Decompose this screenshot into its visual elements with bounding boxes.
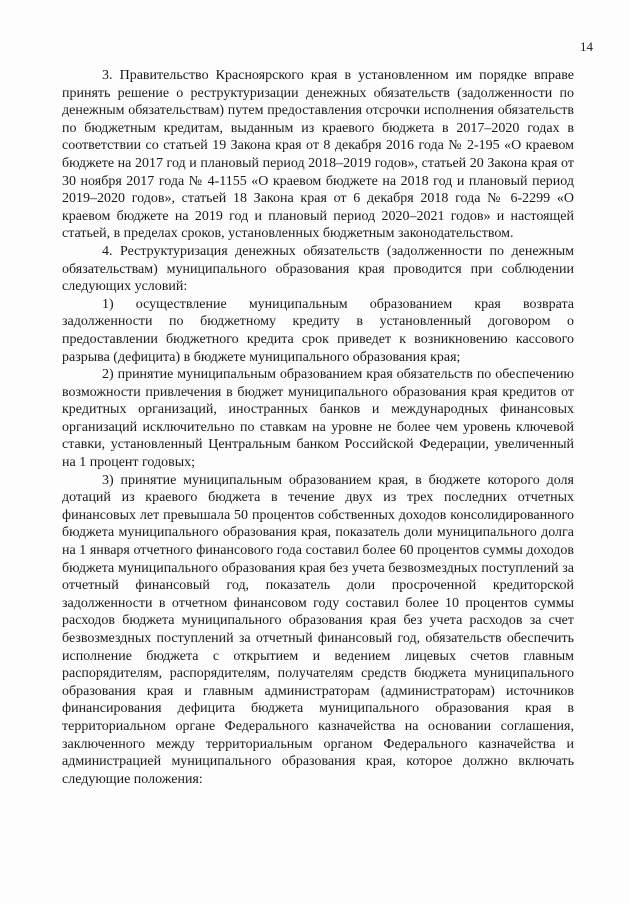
condition-1-cash-gap: 1) осуществление муниципальным образованием края возврата задолженности по бюджетному кредиту в установленный договором о предоставлении бюджетного кредита срок приведет к возникновению кассового разрыва (дефицита) в бюджете муниципального образования края; <box>62 296 574 365</box>
condition-2-credit-rate: 2) принятие муниципальным образованием края обязательств по обеспечению возможности привлечения в бюджет муниципального образования края кредитов от кредитных организаций, иностранных банков и международных финансовых организаций исключительно по ставкам на уровне не более чем уровень ключевой ставки, установленный Центральным банком Российской Федерации, увеличенный на 1 процент годовых; <box>62 367 574 471</box>
condition-3-budget-execution: 3) принятие муниципальным образованием края, в бюджете которого доля дотаций из краевого бюджета в течение двух из трех последних отчетных финансовых лет превышала 50 процентов собственных доходов консолидированного бюджета муниципального образования края, показатель доли муниципального долга на 1 января отчетного финансового года составил более 60 процентов суммы доходов бюджета муниципального образования края без учета безвозмездных поступлений за отчетный финансовый год, показатель доли просроченной кредиторской задолженности в отчетном финансовом году составил более 10 процентов суммы расходов бюджета муниципального образования края без учета расходов за счет безвозмездных поступлений за отчетный финансовый год, обязательств обеспечить исполнение бюджета с открытием и ведением лицевых счетов главным распорядителям, распорядителям, получателям средств бюджета муниципального образования края и главным администраторам (администраторам) источников финансирования дефицита бюджета муниципального образования края в территориальном органе Федерального казначейства на основании соглашения, заключенного между территориальным органом Федерального казначейства и администрацией муниципального образования края, которое должно включать следующие положения: <box>62 472 574 787</box>
paragraph-4-restructuring-conditions: 4. Реструктуризация денежных обязательств (задолженности по денежным обязательствам) муниципального образования края проводится при соблюдении следующих условий: <box>62 243 574 295</box>
page-number: 14 <box>580 39 593 54</box>
document-body <box>62 67 574 788</box>
paragraph-3-government-right: 3. Правительство Красноярского края в установленном им порядке вправе принять решение о реструктуризации денежных обязательств (задолженности по денежным обязательствам) путем предоставления отсрочки исполнения обязательств по бюджетным кредитам, выданным из краевого бюджета в 2017–2020 годах в соответствии со статьей 19 Закона края от 8 декабря 2016 года № 2-195 «О краевом бюджете на 2017 год и плановый период 2018–2019 годов», статьей 20 Закона края от 30 ноября 2017 года № 4-1155 «О краевом бюджете на 2018 год и плановый период 2019–2020 годов», статьей 18 Закона края от 6 декабря 2018 года № 6-2299 «О краевом бюджете на 2019 год и плановый период 2020–2021 годов» и настоящей статьей, в пределах сроков, установленных бюджетным законодательством. <box>62 68 574 242</box>
